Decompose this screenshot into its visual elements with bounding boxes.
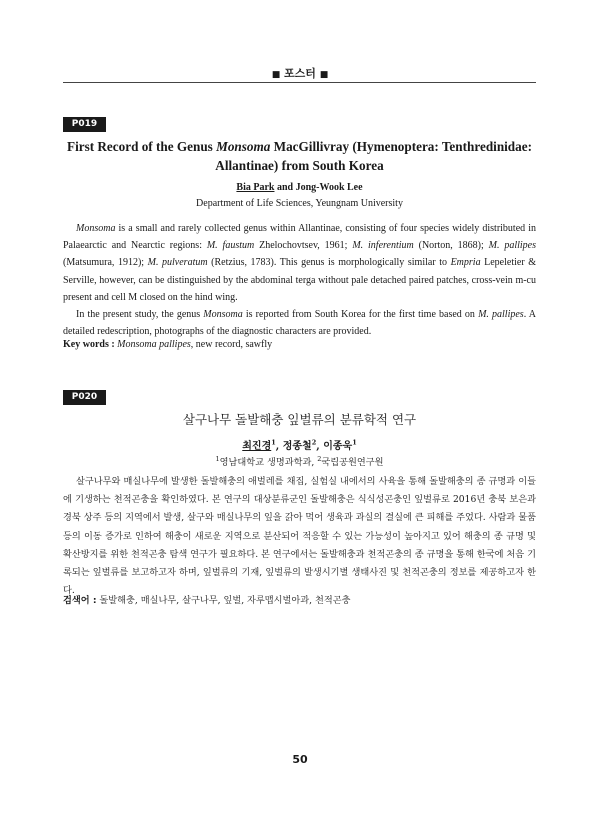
italic-run: M. pallipes — [488, 240, 537, 252]
header-divider — [63, 82, 536, 83]
abstract-body-en — [63, 220, 536, 340]
abstract-paragraph — [63, 220, 536, 306]
square-bullet-icon: ■ — [271, 70, 281, 80]
text-run: Zhelochovtsev, 1961; — [254, 240, 353, 252]
title-part: First Record of the Genus — [67, 139, 213, 154]
abstract-paragraph: 살구나무와 매실나무에 발생한 돌발해충의 애벌레를 채집, 실험실 내에서의 사육을 통해 돌발해충의 종 규명과 이들에 기생하는 천적곤충을 확인하였다. 본 연구의 대상분류군인 돌발해충은 식식성곤충인 잎벌류로 2016년 충북 보은과 경북 상주 등의 지역에서 발생, 살구와 매실나무의 잎을 갉아 먹어 생육과 과실의 결실에 큰 피해를 주었다. 사람과 물품 등의 이동 증가로 인하여 해충이 새로운 지역으로 분산되어 적응할 수 있는 가능성이 높아지고 있어 해충의 종 규명 및 확산방지를 위한 천적곤충 탐색 연구가 필요하다. 본 연구에서는 돌발해충과 천적곤충의 종 규명을 통해 한국에 처음 기록되는 잎벌류를 보고하고자 하며, 잎벌류의 기재, 잎벌류의 발생시기별 생태사진 및 천적곤충의 정보를 제공하고자 한다. — [63, 476, 536, 597]
section-header-title: 포스터 — [284, 67, 316, 80]
co-authors: and Jong-Wook Lee — [276, 182, 363, 193]
section-header — [0, 65, 600, 81]
text-run: In the present study, the genus — [76, 309, 204, 321]
italic-run: Monsoma — [76, 223, 116, 234]
author-name: 정종철 — [282, 441, 312, 452]
keywords-kr — [63, 592, 536, 606]
keywords-en — [63, 339, 536, 350]
italic-run: M. pallipes — [478, 309, 524, 321]
italic-run: M. pulveratum — [147, 257, 208, 269]
poster-title-kr: 살구나무 돌발해충 잎벌류의 분류학적 연구 — [182, 412, 417, 427]
text-run: (Retzius, 1783). This genus is morphologically similar to — [207, 257, 451, 269]
text-run: (Norton, 1868); — [413, 240, 489, 252]
text-run: Lepeletier & Serville, however, can be distinguished by the abdominal terga without pale detached paired patches, cross-vein m-cu present and cell M closed on the hind wing. — [63, 257, 536, 303]
square-bullet-icon: ■ — [319, 70, 329, 80]
poster-title-en — [63, 137, 536, 175]
poster-id-badge: P020 — [63, 390, 106, 405]
title-genus: Monsoma — [216, 139, 271, 154]
keywords-label: 검색어 : — [63, 595, 97, 606]
poster-authors-kr — [63, 437, 536, 452]
poster-affiliation-en: Department of Life Sciences, Yeungnam University — [196, 198, 403, 209]
abstract-body-kr — [63, 473, 536, 600]
affiliation-2: 국립공원연구원 — [321, 457, 384, 468]
keywords-text: , new record, sawfly — [190, 339, 273, 350]
author-name: 이종욱 — [323, 441, 353, 452]
affiliation-mark: 1 — [271, 438, 276, 447]
italic-run: Empria — [450, 257, 481, 269]
poster-authors-en — [63, 182, 536, 193]
text-run: is reported from South Korea for the first time based on — [242, 309, 479, 321]
keywords-italic: Monsoma pallipes — [117, 339, 191, 350]
italic-run: Monsoma — [203, 309, 243, 321]
text-run: (Matsumura, 1912); — [63, 257, 148, 269]
poster-affiliation-kr — [63, 454, 536, 468]
author-name: 최진경 — [242, 441, 272, 452]
title-part: MacGillivray (Hymenoptera: Tenthredinidae: — [273, 139, 532, 154]
affiliation-mark: 2 — [311, 438, 317, 447]
page-number: 50 — [292, 753, 308, 766]
affiliation-mark: 1 — [215, 454, 220, 463]
italic-run: M. inferentium — [352, 240, 414, 252]
poster-id-badge: P019 — [63, 117, 106, 132]
keywords-text: 돌발해충, 매실나무, 살구나무, 잎벌, 자루맵시벌아과, 천적곤충 — [99, 595, 351, 606]
text-run: is a small and rarely collected genus within Allantinae, consisting of four species widely distributed in Palaearctic and Nearctic regions: — [63, 223, 536, 252]
author-separator: , — [316, 441, 324, 452]
author-separator: , — [275, 441, 283, 452]
title-part: Allantinae) from South Korea — [215, 158, 384, 173]
text-run: . A detailed redescription, photographs of the diagnostic characters are provided. — [63, 309, 537, 338]
affiliation-1: 영남대학교 생명과학과, — [219, 457, 315, 468]
affiliation-mark: 2 — [317, 454, 322, 463]
abstract-paragraph — [63, 306, 536, 340]
italic-run: M. faustum — [206, 240, 255, 252]
presenting-author: Bia Park — [236, 182, 275, 193]
keywords-label: Key words : — [63, 339, 115, 350]
affiliation-mark: 1 — [352, 438, 357, 447]
